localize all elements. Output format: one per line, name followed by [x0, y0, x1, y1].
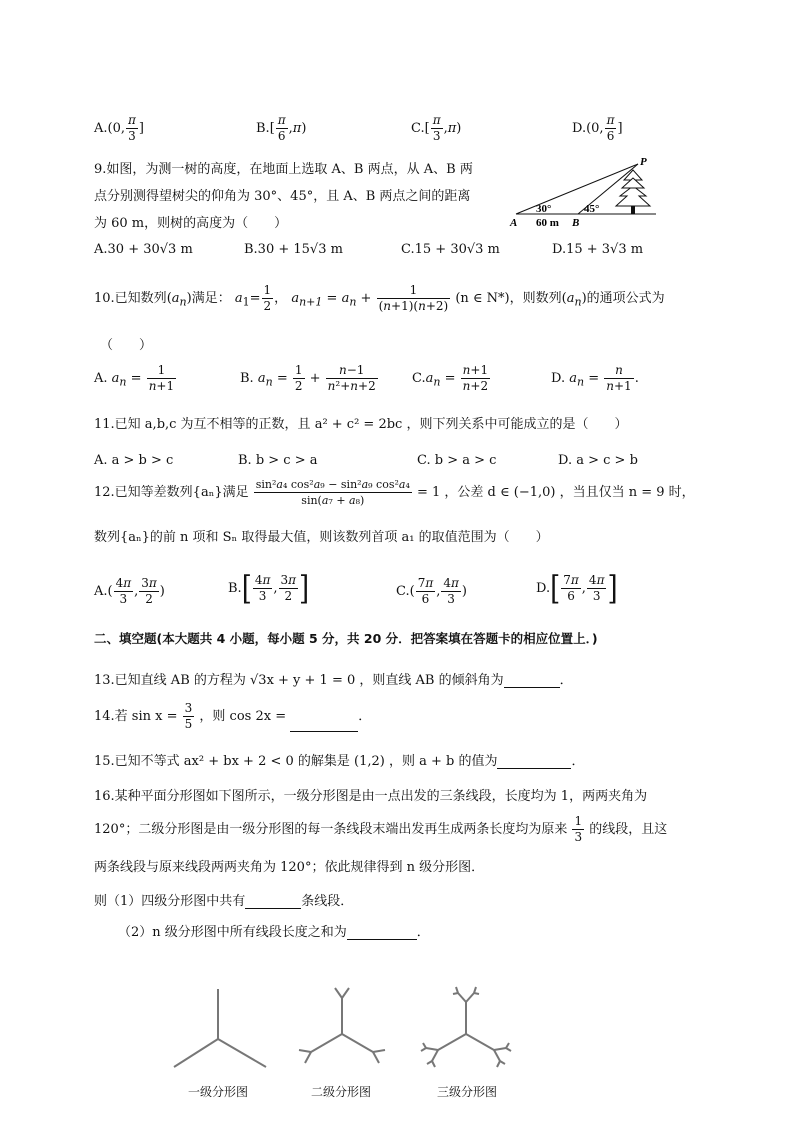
q10-paren: （ ）	[100, 338, 153, 353]
q9-line-1: 9.如图，为测一树的高度，在地面上选取 A、B 两点，从 A、B 两	[94, 162, 473, 177]
q16-line-4: 则（1）四级分形图中共有 条线段．	[94, 894, 354, 909]
q9-option-a: A.30 + 30√3 m	[94, 242, 193, 257]
fig-distance: 60 m	[536, 217, 559, 229]
q11-option-a: A. a > b > c	[94, 453, 174, 468]
q8-option-a: A.(0, $\frac{\pi}{3}$ ]	[94, 113, 144, 143]
fig-label-a: A	[510, 217, 518, 229]
fractal-label-3: 三级分形图	[437, 1085, 498, 1099]
q11-option-c: C. b > a > c	[417, 453, 497, 468]
q12-option-c: C.( $\frac{7\pi}{6}$ , $\frac{4\pi}{3}$ )	[396, 576, 467, 606]
q8-option-c: C.[ $\frac{\pi}{3}$ ,π)	[411, 113, 462, 143]
q9-line-2: 点分别测得望树尖的仰角为 30°、45°，且 A、B 两点之间的距离	[94, 189, 471, 204]
fig-angle-45: 45°	[584, 203, 600, 215]
q9-option-b: B.30 + 15√3 m	[244, 242, 343, 257]
q12-option-a: A.( $\frac{4\pi}{3}$ , $\frac{3\pi}{2}$ )	[94, 576, 165, 606]
section-2-heading: 二、填空题(本大题共 4 小题，每小题 5 分，共 20 分．把答案填在答题卡的相应位置上．)	[94, 631, 598, 646]
q10-stem: 10.已知数列$(a_n)$满足： $a_1=$ $\frac{1}{2}$ ， $a_{n+1} = a_n$ + $\frac{1}{(n+1)(n+2)}$ (n ∈ N*)，则数列$(a_n)$的通项公式为	[94, 283, 665, 313]
fractal-label-2: 二级分形图	[311, 1085, 372, 1099]
q11-option-b: B. b > c > a	[238, 453, 318, 468]
q9-option-d: D.15 + 3√3 m	[552, 242, 644, 257]
q10-option-a: A. $a_n$ = $\frac{1}{n+1}$	[94, 363, 175, 393]
q12-stem: 12.已知等差数列{aₙ}满足 $\frac{\text{sin²a₄ cos²a₉ − sin²a₉ cos²a₄}}{\text{sin(a₇ + a₈)}}$ = 1 ，公差 d ∈ (−1,0) ，当且仅当 n = 9 时，	[94, 478, 695, 507]
q16-line-3: 两条线段与原来线段两两夹角为 120°；依此规律得到 n 级分形图．	[94, 860, 485, 875]
q10-option-d: D. $a_n$ = $\frac{n}{n+1}$ .	[551, 363, 639, 393]
q10-option-c: $C.a_n$ = $\frac{n+1}{n+2}$	[412, 363, 489, 393]
fig-label-p: P	[640, 156, 647, 168]
fig-label-b: B	[572, 217, 580, 229]
q9-line-3: 为 60 m，则树的高度为（ ）	[94, 216, 288, 231]
q16-line-1: 16.某种平面分形图如下图所示，一级分形图是由一点出发的三条线段，长度均为 1，两两夹角为	[94, 789, 648, 804]
fractal-level-1	[166, 984, 276, 1074]
fig-angle-30: 30°	[536, 203, 552, 215]
q15-stem: 15.已知不等式 ax² + bx + 2 < 0 的解集是 (1,2) ，则 a + b 的值为 ．	[94, 754, 585, 769]
fractal-level-2	[290, 982, 400, 1072]
q8-option-b: B.[ $\frac{\pi}{6}$ ,π)	[256, 113, 307, 143]
q16-line-2: 120°；二级分形图是由一级分形图的每一条线段末端出发再生成两条长度均为原来 $\frac{1}{3}$ 的线段，且这	[94, 814, 668, 844]
q9-option-c: C.15 + 30√3 m	[401, 242, 500, 257]
fractal-level-3	[414, 982, 524, 1072]
q12-line-2: 数列{aₙ}的前 n 项和 Sₙ 取得最大值，则该数列首项 a₁ 的取值范围为（ ）	[94, 530, 549, 545]
q12-option-b: B.[ $\frac{4\pi}{3}$ , $\frac{3\pi}{2}$ ]	[228, 569, 310, 608]
q11-option-d: D. a > c > b	[558, 453, 638, 468]
q11-stem: 11.已知 a,b,c 为互不相等的正数，且 a² + c² = 2bc ，则下列关系中可能成立的是（ ）	[94, 417, 628, 432]
q9-figure	[508, 156, 658, 231]
q12-option-d: D.[ $\frac{7\pi}{6}$ , $\frac{4\pi}{3}$ ]	[536, 569, 618, 608]
fractal-label-1: 一级分形图	[188, 1085, 249, 1099]
q16-line-5: （2）n 级分形图中所有线段长度之和为 ．	[118, 925, 430, 940]
q13-stem: 13.已知直线 AB 的方程为 √3x + y + 1 = 0 ，则直线 AB 的倾斜角为 ．	[94, 673, 573, 688]
q8-option-d: D.(0, $\frac{\pi}{6}$ ]	[572, 113, 623, 143]
q10-option-b: B. $a_n$ = $\frac{1}{2}$ + $\frac{n-1}{\text{n²+n+2}}$	[240, 363, 376, 393]
q14-stem: 14.若 sin x = $\frac{3}{5}$ ，则 cos 2x = ．	[94, 701, 372, 731]
